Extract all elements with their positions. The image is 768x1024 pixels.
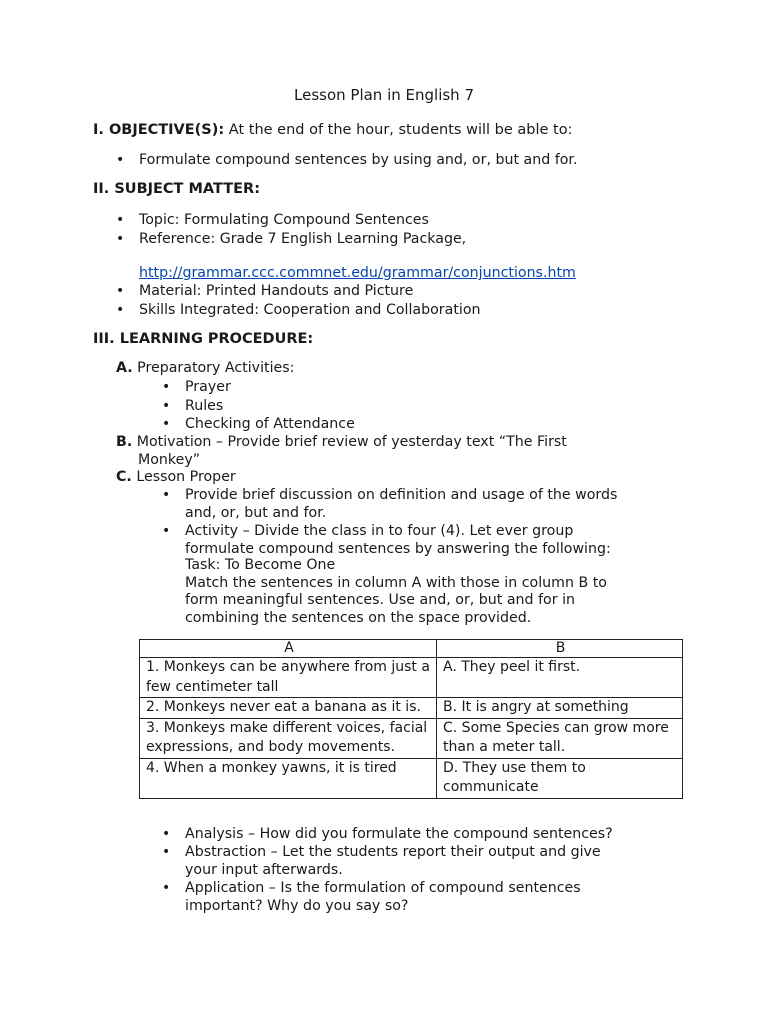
task-text: Task: To Become One Match the sentences in column A with those in column B to form meaningful sentences. Use and, or, but and for in combining the sentences on the space provided. <box>185 557 607 626</box>
lesson-proper-list <box>185 487 617 558</box>
list-item: • Application – Is the formulation of compound sentences important? Why do you say so? <box>185 880 613 915</box>
preparatory-list <box>185 378 355 434</box>
matching-table <box>139 639 683 799</box>
objectives-intro: At the end of the hour, students will be able to: <box>228 122 573 138</box>
list-item: • Provide brief discussion on definition and usage of the words and, or, but and for. <box>185 487 617 522</box>
list-item: • Material: Printed Handouts and Picture <box>139 282 481 301</box>
objectives-heading: I. OBJECTIVE(S): <box>93 122 225 138</box>
page-title: Lesson Plan in English 7 <box>294 86 474 104</box>
list-item: • Prayer <box>185 378 355 397</box>
column-header: B <box>437 640 683 658</box>
table-cell: 2. Monkeys never eat a banana as it is. <box>140 698 437 719</box>
section-a: A. Preparatory Activities: <box>116 360 295 376</box>
table-row <box>140 758 683 798</box>
list-item: • Topic: Formulating Compound Sentences <box>139 211 466 230</box>
table-cell: B. It is angry at something <box>437 698 683 719</box>
reference-link[interactable]: http://grammar.ccc.commnet.edu/grammar/conjunctions.htm <box>139 265 576 281</box>
list-item: • Rules <box>185 397 355 416</box>
objectives-list <box>139 151 577 170</box>
table-cell: C. Some Species can grow more than a meter tall. <box>437 718 683 758</box>
table-cell: A. They peel it first. <box>437 658 683 698</box>
table-row <box>140 718 683 758</box>
list-item: • Abstraction – Let the students report their output and give your input afterwards. <box>185 844 613 879</box>
table-cell: 4. When a monkey yawns, it is tired <box>140 758 437 798</box>
list-item: • Formulate compound sentences by using and, or, but and for. <box>139 151 577 170</box>
post-activity-list <box>185 825 613 915</box>
table-cell: 3. Monkeys make different voices, facial expressions, and body movements. <box>140 718 437 758</box>
list-item: • Skills Integrated: Cooperation and Collaboration <box>139 301 481 320</box>
list-item: • Checking of Attendance <box>185 415 355 434</box>
column-header: A <box>140 640 437 658</box>
table-row <box>140 658 683 698</box>
table-row <box>140 698 683 719</box>
section-c: C. Lesson Proper <box>116 469 236 485</box>
table-cell: D. They use them to communicate <box>437 758 683 798</box>
table-header-row <box>140 640 683 658</box>
section-b: B. Motivation – Provide brief review of yesterday text “The First Monkey” <box>116 434 567 468</box>
subject-matter-list <box>139 211 466 249</box>
list-item: • Reference: Grade 7 English Learning Package, <box>139 230 466 249</box>
subject-matter-list-2 <box>139 282 481 320</box>
procedure-heading: III. LEARNING PROCEDURE: <box>93 331 314 347</box>
list-item: • Activity – Divide the class in to four (4). Let ever group formulate compound sentences by answering the following: <box>185 523 617 558</box>
reference-link-line <box>139 264 576 283</box>
list-item: • Analysis – How did you formulate the compound sentences? <box>185 825 613 843</box>
objectives-heading-line <box>93 122 572 138</box>
subject-matter-heading: II. SUBJECT MATTER: <box>93 181 261 197</box>
table-cell: 1. Monkeys can be anywhere from just a few centimeter tall <box>140 658 437 698</box>
